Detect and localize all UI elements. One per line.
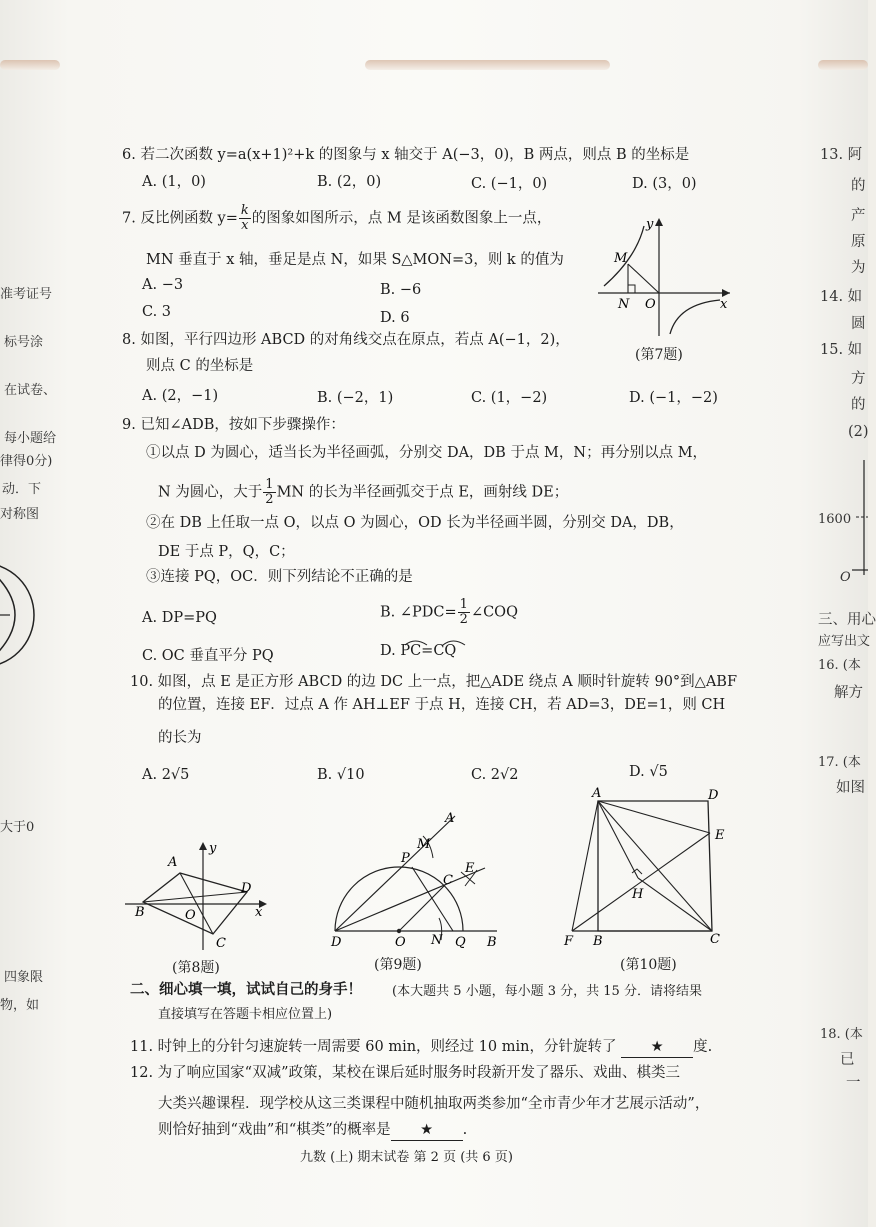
fig8-label: O [185,908,196,923]
fig7-label: N [618,297,630,312]
left-strip-text: 准考证号 [0,287,53,302]
q10-option-a: A. 2√5 [142,767,190,783]
q10-option-c: C. 2√2 [471,767,519,783]
right-strip-text: 应写出文 [818,634,871,649]
q7-figure-caption: (第7题) [635,347,683,363]
fig8-label: C [216,936,226,951]
fig7-label: y [646,217,654,232]
page-footer: 九数 (上) 期末试卷 第 2 页 (共 6 页) [300,1150,513,1165]
q12-stem: 则恰好抽到“戏曲”和“棋类”的概率是 [158,1122,391,1138]
left-strip-text: 对称图 [0,507,40,522]
q9-option-b [380,598,518,627]
fig9-label: N [431,933,443,948]
question-10-stem: 10. 如图，点 E 是正方形 ABCD 的边 DC 上一点，把△ADE 绕点 A 顺时针旋转 90°到△ABF [130,674,738,690]
q7-stem-start: 7. 反比例函数 y= [122,210,238,227]
fig10-label: F [564,934,574,949]
q8-option-a: A. (2，−1) [142,388,219,404]
q9-option-b-start: B. ∠PDC= [380,604,457,621]
figure-q7-hyperbola [592,212,742,342]
fig9-label: Q [455,935,466,950]
fig8-label: A [168,855,178,870]
q10-option-b: B. √10 [317,767,365,783]
question-12-line3 [158,1120,467,1141]
question-12-line2: 大类兴趣课程．现学校从这三类课程中随机抽取两类参加“全市青少年才艺展示活动”， [158,1096,710,1112]
left-strip-circle-figure [0,555,40,675]
fig9-label: O [395,935,406,950]
question-9-stem: 9. 已知∠ADB，按如下步骤操作： [122,417,345,433]
left-strip-text: 标号涂 [4,335,44,350]
fig8-label: y [209,841,217,856]
q11-answer-blank: ★ [621,1037,693,1058]
question-10-line3: 的长为 [158,730,202,746]
q7-option-c: C. 3 [142,304,172,320]
section-2-title: 二、细心填一填，试试自己的身手！ [130,981,362,998]
right-strip-text: 16. (本 [818,658,861,673]
fig10-label: H [632,887,644,902]
paper-fold-mark [0,60,60,70]
question-8-line2: 则点 C 的坐标是 [146,358,254,374]
paper-fold-mark [818,60,868,70]
q6-option-d: D. (3，0) [632,176,697,192]
fig10-label: D [708,788,719,803]
question-6-stem: 6. 若二次函数 y=a(x+1)²+k 的图象与 x 轴交于 A(−3，0)，B 两点，则点 B 的坐标是 [122,147,690,163]
section-2-note: (本大题共 5 小题，每小题 3 分，共 15 分．请将结果 [392,984,702,999]
question-11 [130,1037,712,1058]
q9-arc-marks [403,636,473,648]
q9-option-b-den: 2 [459,612,468,627]
fig10-label: B [593,934,603,949]
q9-option-c: C. OC 垂直平分 PQ [142,648,274,664]
fig7-label: O [645,297,656,312]
q12-answer-blank: ★ [391,1120,463,1141]
fig9-label: E [465,861,475,876]
left-strip-text: 物，如 [0,998,40,1013]
q9-step-2-continued: DE 于点 P，Q，C； [158,544,295,560]
fig7-label: M [614,251,628,266]
q8-option-c: C. (1，−2) [471,390,548,406]
right-strip-text: 一 [846,1075,861,1091]
fig9-label: A [445,811,455,826]
question-12-line1: 12. 为了响应国家“双减”政策，某校在课后延时服务时段新开发了器乐、戏曲、棋类三 [130,1065,680,1081]
q9-option-b-end: ∠COQ [470,604,518,621]
question-10-line2: 的位置，连接 EF．过点 A 作 AH⊥EF 于点 H，连接 CH，若 AD=3，DE=1，则 CH [158,697,726,713]
q8-option-b: B. (−2，1) [317,390,394,406]
fig7-label: x [720,297,728,312]
q8-figure-caption: (第8题) [172,960,220,976]
right-strip-text: 原 [851,234,866,250]
right-strip-text: 如图 [836,780,865,796]
left-strip-text: 大于0 [0,820,35,835]
right-strip-text: 13. 阿 [820,147,863,163]
q9-half-den: 2 [265,492,274,507]
question-7-stem [122,204,551,233]
left-strip-text: 四象限 [4,970,44,985]
right-strip-text: 产 [851,208,866,224]
q7-option-a: A. −3 [142,277,184,293]
q7-frac-den: x [241,218,249,233]
fig10-label: E [715,828,725,843]
right-strip-text: 14. 如 [820,289,863,305]
q6-option-c: C. (−1，0) [471,176,548,192]
q6-option-a: A. (1，0) [142,174,206,190]
right-strip-text: 的 [851,178,866,194]
left-strip-text: 律得0分) [0,454,53,469]
question-7-line2: MN 垂直于 x 轴，垂足是点 N，如果 S△MON=3，则 k 的值为 [146,252,564,268]
right-strip-text: 17. (本 [818,755,861,770]
q11-stem: 11. 时钟上的分针匀速旋转一周需要 60 min，则经过 10 min，分针旋转了 [130,1039,617,1055]
right-strip-text: 18. (本 [820,1027,863,1042]
right-strip-text: 方 [851,371,866,387]
fig10-label: C [710,932,720,947]
left-strip-text: 动．下 [2,482,42,497]
q9-half-fraction [263,478,275,507]
figure-q9-semicircle [325,810,510,950]
q10-figure-caption: (第10题) [620,957,677,973]
q9-step-1: ①以点 D 为圆心，适当长为半径画弧，分别交 DA，DB 于点 M，N；再分别以点 M， [146,445,708,461]
q9-step-3: ③连接 PQ，OC．则下列结论不正确的是 [146,569,413,585]
q9-half-num: 1 [265,477,274,492]
fig9-label: D [331,935,342,950]
figure-q10-square [560,785,740,950]
fig9-label: M [417,837,431,852]
q9-option-b-fraction [458,598,470,627]
q8-option-d: D. (−1，−2) [629,390,718,406]
q9-step1b-end: MN 的长为半径画弧交于点 E，画射线 DE； [276,484,569,501]
right-strip-text: 15. 如 [820,342,863,358]
question-8-stem: 8. 如图，平行四边形 ABCD 的对角线交点在原点，若点 A(−1，2)， [122,332,570,348]
q6-option-b: B. (2，0) [317,174,382,190]
right-strip-text: 三、用心 [818,612,876,628]
right-strip-origin: O [840,570,851,585]
q9-figure-caption: (第9题) [374,957,422,973]
figure-q8-parallelogram [125,840,275,955]
q7-frac-num: k [240,203,249,218]
left-strip-text: 每小题给 [4,431,57,446]
fig9-label: C [443,873,453,888]
q7-stem-end: 的图象如图所示，点 M 是该函数图象上一点， [251,210,552,227]
q9-option-b-num: 1 [459,597,468,612]
right-strip-text: 圆 [851,316,866,332]
q9-step-1-continued [158,478,568,507]
right-strip-axis-value: 1600 [818,512,852,527]
left-strip-text: 在试卷、 [4,383,57,398]
fig8-label: x [255,905,263,920]
right-strip-text: 为 [851,260,866,276]
q7-option-d: D. 6 [380,310,410,326]
q7-fraction [239,204,251,233]
fig9-label: P [401,851,410,866]
right-strip-text: 的 [851,397,866,413]
right-strip-text: 解方 [834,685,863,701]
q9-option-d: D. PC=CQ [380,643,457,659]
paper-fold-mark [365,60,610,70]
fig10-label: A [592,786,602,801]
right-strip-text: (2) [848,424,869,440]
q10-option-d: D. √5 [629,764,668,780]
q9-step-2: ②在 DB 上任取一点 O，以点 O 为圆心，OD 长为半径画半圆，分别交 DA，DB， [146,515,684,531]
fig8-label: B [135,905,145,920]
fig9-label: B [487,935,497,950]
q12-period: . [462,1122,468,1138]
q11-unit: 度. [693,1039,713,1055]
q9-step1b-start: N 为圆心，大于 [158,484,263,501]
section-2-note-continued: 直接填写在答题卡相应位置上) [158,1007,333,1022]
fig8-label: D [241,881,252,896]
q9-option-a: A. DP=PQ [142,610,217,626]
q7-option-b: B. −6 [380,282,422,298]
right-strip-text: 已 [840,1052,855,1068]
